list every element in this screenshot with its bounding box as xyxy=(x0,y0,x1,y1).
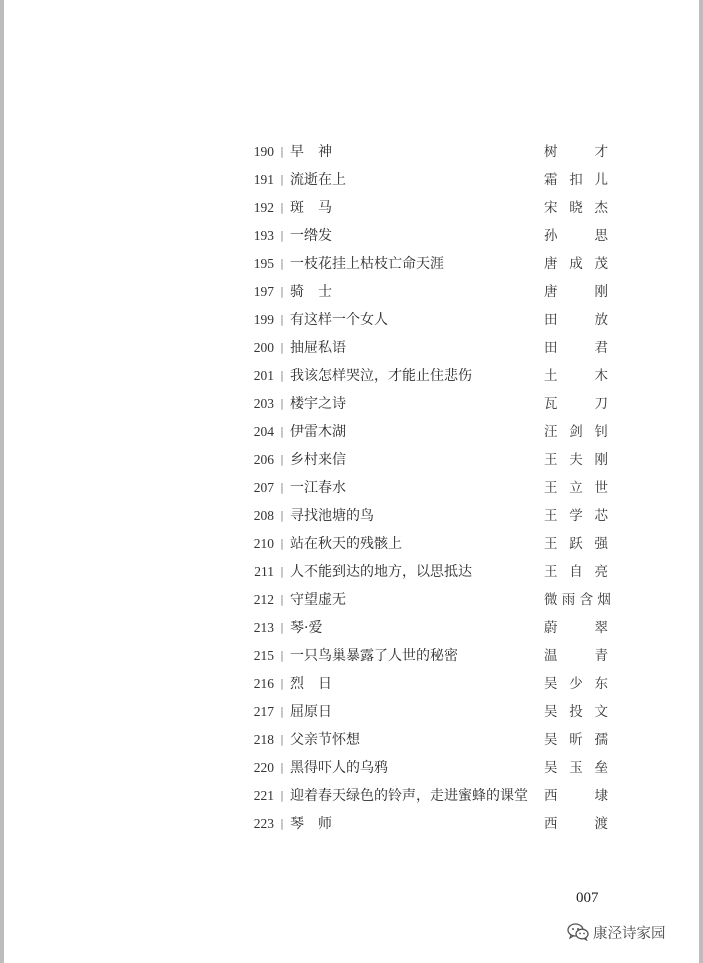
toc-author: 唐 刚 xyxy=(544,284,609,300)
toc-entry xyxy=(248,334,608,362)
toc-separator: | xyxy=(280,789,284,802)
toc-separator: | xyxy=(280,621,284,634)
toc-entry xyxy=(248,754,608,782)
toc-author: 霜 扣 儿 xyxy=(544,172,608,188)
toc-page-number: 195 xyxy=(253,256,274,271)
toc-page-number: 208 xyxy=(253,508,274,523)
toc-title: 屈原日 xyxy=(290,704,332,720)
toc-author: 温 青 xyxy=(544,648,609,664)
toc-title: 寻找池塘的鸟 xyxy=(290,508,374,524)
toc-separator: | xyxy=(280,481,284,494)
toc-title: 我该怎样哭泣，才能止住悲伤 xyxy=(290,368,472,384)
toc-entry xyxy=(248,698,608,726)
toc-title: 骑 士 xyxy=(290,284,332,300)
toc-author: 吴 投 文 xyxy=(544,704,608,720)
toc-entry xyxy=(248,222,608,250)
toc-entry xyxy=(248,474,608,502)
toc-author: 宋 晓 杰 xyxy=(544,200,608,216)
toc-entry xyxy=(248,502,608,530)
toc-entry xyxy=(248,586,611,614)
toc-entry xyxy=(248,614,608,642)
toc-page-number: 191 xyxy=(253,172,274,187)
toc-separator: | xyxy=(280,677,284,690)
toc-entry xyxy=(248,670,608,698)
toc-page-number: 200 xyxy=(253,340,274,355)
toc-title: 伊雷木湖 xyxy=(290,424,346,440)
watermark-text: 康泾诗家园 xyxy=(593,925,666,942)
toc-entry xyxy=(248,782,608,810)
toc-author: 吴 玉 垒 xyxy=(544,760,608,776)
toc-author: 王 夫 刚 xyxy=(544,452,608,468)
toc-title: 守望虚无 xyxy=(290,592,346,608)
toc-page-number: 216 xyxy=(253,676,274,691)
toc-entry xyxy=(248,138,608,166)
toc-separator: | xyxy=(280,733,284,746)
toc-author: 西 埭 xyxy=(544,788,609,804)
toc-entry xyxy=(248,390,608,418)
toc-page-number: 213 xyxy=(253,620,274,635)
toc-entry xyxy=(248,642,608,670)
toc-title: 抽屉私语 xyxy=(290,340,346,356)
toc-separator: | xyxy=(280,397,284,410)
toc-page-number: 218 xyxy=(253,732,274,747)
toc-separator: | xyxy=(280,509,284,522)
toc-separator: | xyxy=(280,145,284,158)
toc-author: 田 放 xyxy=(544,312,609,328)
toc-author: 王 跃 强 xyxy=(544,536,608,552)
toc-page-number: 212 xyxy=(253,592,274,607)
toc-page-number: 201 xyxy=(253,368,274,383)
toc-entry xyxy=(248,306,608,334)
toc-author: 土 木 xyxy=(544,368,609,384)
toc-author: 吴 少 东 xyxy=(544,676,608,692)
toc-separator: | xyxy=(280,705,284,718)
watermark xyxy=(567,920,666,944)
toc-entry xyxy=(248,726,608,754)
toc-title: 一枝花挂上枯枝亡命天涯 xyxy=(290,256,444,272)
page-number: 007 xyxy=(576,890,599,906)
toc-author: 蔚 翠 xyxy=(544,620,609,636)
toc-title: 迎着春天绿色的铃声，走进蜜蜂的课堂 xyxy=(290,788,528,804)
toc-separator: | xyxy=(280,313,284,326)
toc-title: 黑得吓人的乌鸦 xyxy=(290,760,388,776)
toc-separator: | xyxy=(280,565,284,578)
toc-page-number: 220 xyxy=(253,760,274,775)
toc-separator: | xyxy=(280,285,284,298)
toc-author: 树 才 xyxy=(544,144,609,160)
toc-author: 王 立 世 xyxy=(544,480,608,496)
toc-separator: | xyxy=(280,537,284,550)
toc-entry xyxy=(248,810,608,838)
toc-author: 孙 思 xyxy=(544,228,609,244)
toc-page-number: 207 xyxy=(253,480,274,495)
toc-author: 西 渡 xyxy=(544,816,609,832)
toc-separator: | xyxy=(280,257,284,270)
table-of-contents xyxy=(248,138,611,838)
toc-page-number: 223 xyxy=(253,816,274,831)
toc-separator: | xyxy=(280,649,284,662)
toc-separator: | xyxy=(280,173,284,186)
toc-title: 楼宇之诗 xyxy=(290,396,346,412)
toc-page-number: 217 xyxy=(253,704,274,719)
toc-author: 瓦 刀 xyxy=(544,396,609,412)
toc-page-number: 221 xyxy=(253,788,274,803)
toc-entry xyxy=(248,446,608,474)
toc-author: 吴 昕 孺 xyxy=(544,732,608,748)
toc-entry xyxy=(248,418,608,446)
toc-page-number: 197 xyxy=(253,284,274,299)
toc-page-number: 203 xyxy=(253,396,274,411)
toc-author: 王 学 芯 xyxy=(544,508,608,524)
toc-title: 一江春水 xyxy=(290,480,346,496)
toc-title: 人不能到达的地方，以思抵达 xyxy=(290,564,472,580)
toc-title: 父亲节怀想 xyxy=(290,732,360,748)
toc-author: 微 雨 含 烟 xyxy=(544,592,611,608)
toc-title: 早 神 xyxy=(290,144,332,160)
toc-separator: | xyxy=(280,425,284,438)
document-page xyxy=(4,0,699,963)
toc-page-number: 193 xyxy=(253,228,274,243)
toc-entry xyxy=(248,278,608,306)
toc-page-number: 211 xyxy=(254,564,274,579)
toc-page-number: 210 xyxy=(253,536,274,551)
toc-page-number: 199 xyxy=(253,312,274,327)
toc-title: 站在秋天的残骸上 xyxy=(290,536,402,552)
toc-author: 田 君 xyxy=(544,340,609,356)
toc-title: 琴 师 xyxy=(290,816,332,832)
toc-separator: | xyxy=(280,341,284,354)
toc-page-number: 206 xyxy=(253,452,274,467)
toc-title: 一只鸟巢暴露了人世的秘密 xyxy=(290,648,458,664)
toc-page-number: 192 xyxy=(253,200,274,215)
wechat-icon xyxy=(567,923,589,941)
toc-author: 王 自 亮 xyxy=(544,564,608,580)
toc-title: 流逝在上 xyxy=(290,172,346,188)
toc-title: 烈 日 xyxy=(290,676,332,692)
toc-page-number: 204 xyxy=(253,424,274,439)
toc-separator: | xyxy=(280,593,284,606)
toc-separator: | xyxy=(280,817,284,830)
toc-page-number: 215 xyxy=(253,648,274,663)
toc-entry xyxy=(248,362,608,390)
toc-separator: | xyxy=(280,369,284,382)
toc-title: 斑 马 xyxy=(290,200,332,216)
toc-separator: | xyxy=(280,761,284,774)
toc-title: 一绺发 xyxy=(290,228,332,244)
toc-page-number: 190 xyxy=(253,144,274,159)
toc-author: 唐 成 茂 xyxy=(544,256,608,272)
toc-title: 乡村来信 xyxy=(290,452,346,468)
toc-entry xyxy=(248,530,608,558)
toc-entry xyxy=(248,166,608,194)
toc-entry xyxy=(248,250,608,278)
toc-separator: | xyxy=(280,229,284,242)
toc-entry xyxy=(248,194,608,222)
toc-title: 琴·爱 xyxy=(290,620,323,636)
toc-entry xyxy=(248,558,608,586)
toc-separator: | xyxy=(280,453,284,466)
toc-separator: | xyxy=(280,201,284,214)
toc-author: 汪 剑 钊 xyxy=(544,424,608,440)
toc-title: 有这样一个女人 xyxy=(290,312,388,328)
